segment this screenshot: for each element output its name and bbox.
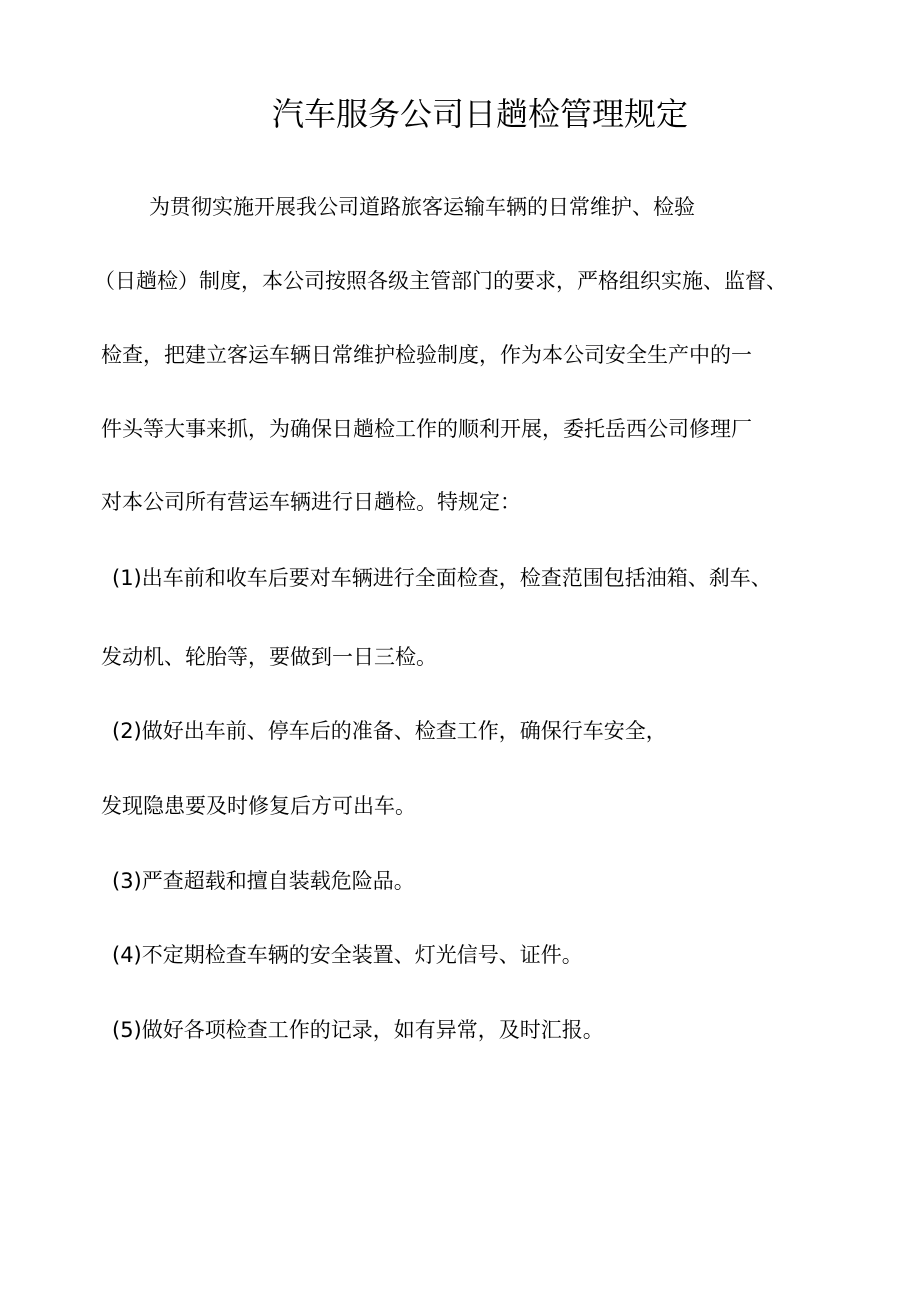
rule-item-2: (2)做好出车前、停车后的准备、检查工作，确保行车安全， <box>112 719 667 743</box>
rule-item-3: (3)严查超载和擅自装载危险品。 <box>112 869 415 893</box>
rule-item-5: (5)做好各项检查工作的记录，如有异常，及时汇报。 <box>112 1018 604 1042</box>
paragraph-line: 对本公司所有营运车辆进行日趟检。特规定： <box>101 490 521 514</box>
document-title: 汽车服务公司日趟检管理规定 <box>271 95 688 133</box>
rule-item-1-continued: 发动机、轮胎等，要做到一日三检。 <box>101 645 437 669</box>
paragraph-line: 件头等大事来抓，为确保日趟检工作的顺利开展，委托岳西公司修理厂 <box>101 417 752 441</box>
paragraph-line: 检查，把建立客运车辆日常维护检验制度，作为本公司安全生产中的一 <box>101 343 752 367</box>
rule-item-1: (1)出车前和收车后要对车辆进行全面检查，检查范围包括油箱、刹车、 <box>112 566 772 590</box>
paragraph-line: 为贯彻实施开展我公司道路旅客运输车辆的日常维护、检验 <box>149 195 695 219</box>
paragraph-line: （日趟检）制度，本公司按照各级主管部门的要求，严格组织实施、监督、 <box>94 269 787 293</box>
rule-item-2-continued: 发现隐患要及时修复后方可出车。 <box>101 794 416 818</box>
rule-item-4: (4)不定期检查车辆的安全装置、灯光信号、证件。 <box>112 943 583 967</box>
